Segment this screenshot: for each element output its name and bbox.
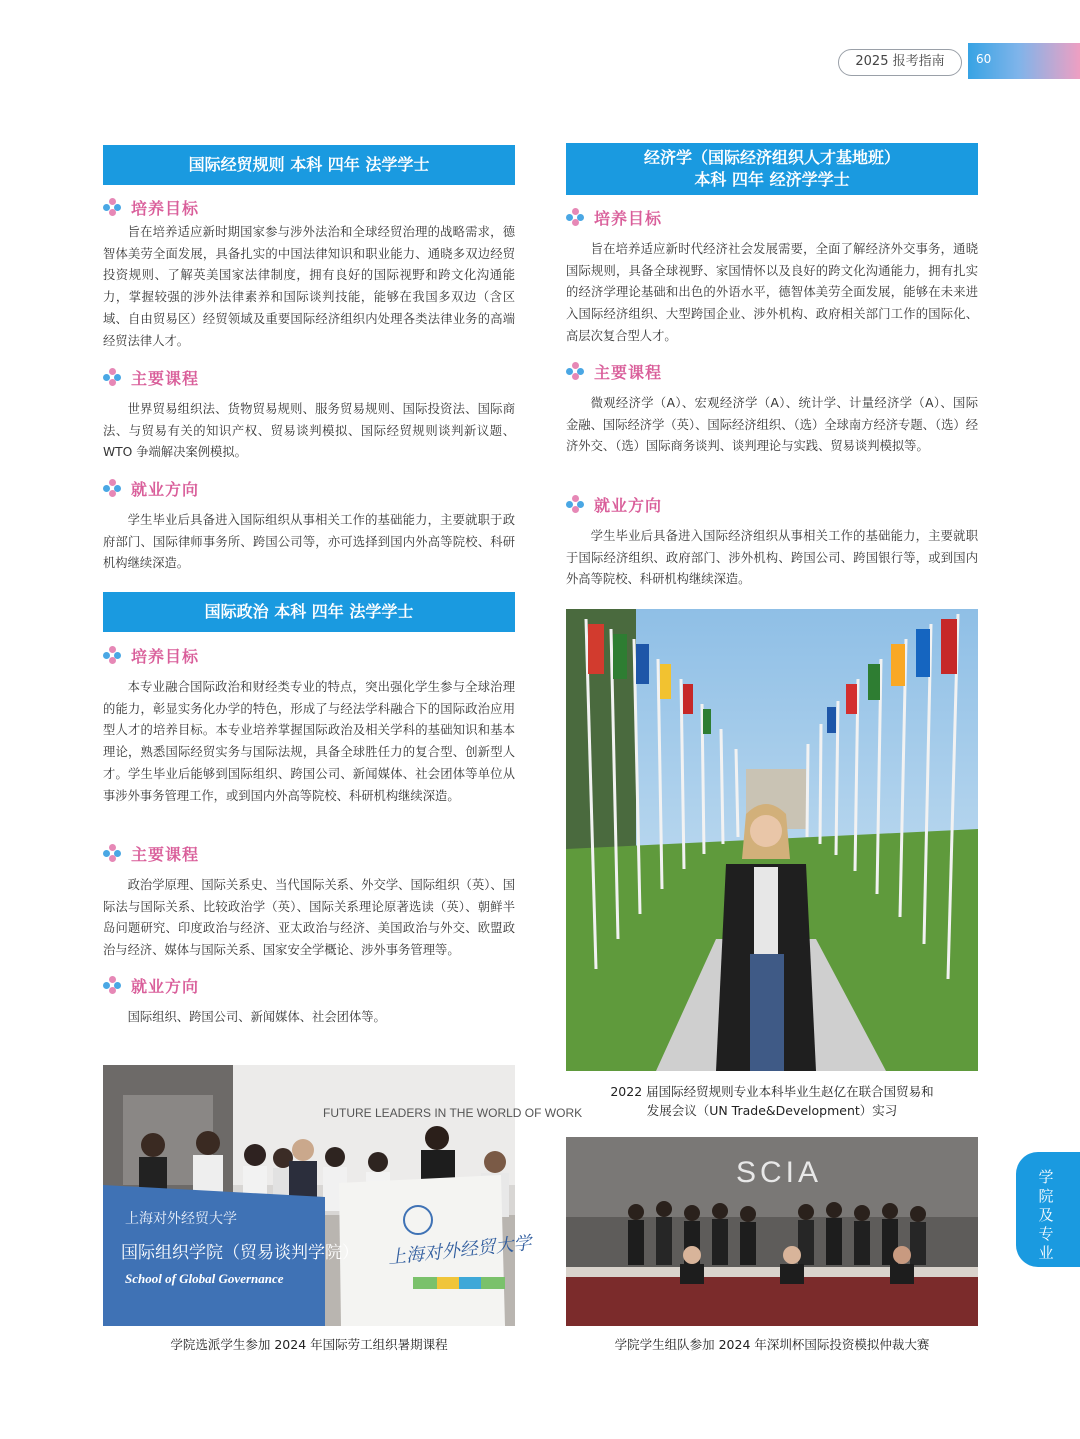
major-banner-intl-trade-rules: 国际经贸规则 本科 四年 法学学士 — [103, 145, 515, 185]
scia-group-illustration — [566, 1137, 978, 1326]
guide-title-pill — [838, 49, 962, 76]
courses-paragraph: 政治学原理、国际关系史、当代国际关系、外交学、国际组织（英）、国际法与国际关系、比较政治学（英）、国际关系理论原著选读（英）、朝鲜半岛问题研究、印度政治与经济、亚太政治与经济、美国政治与外交、欧盟政治与经济、媒体与国际关系、国家安全学概论、涉外事务管理等。 — [103, 878, 515, 958]
section-header-goal — [566, 205, 662, 229]
career-paragraph: 学生毕业后具备进入国际组织从事相关工作的基础能力，主要就职于政府部门、国际律师事务所、跨国公司等，亦可选择到国内外高等院校、科研机构继续深造。 — [103, 513, 515, 571]
career-paragraph: 国际组织、跨国公司、新闻媒体、社会团体等。 — [127, 1010, 386, 1024]
flower-bullet-icon — [566, 362, 584, 380]
section-title: 主要课程 — [594, 362, 663, 382]
guide-title: 2025 报考指南 — [855, 54, 945, 69]
section-header-courses — [103, 841, 199, 865]
blue-banner-cn-text: 国际组织学院（贸易谈判学院） — [121, 1243, 359, 1262]
flower-bullet-icon — [103, 646, 121, 664]
courses-paragraph: 世界贸易组织法、货物贸易规则、服务贸易规则、国际投资法、国际商法、与贸易有关的知识产权、贸易谈判模拟、国际经贸规则谈判新议题、WTO 争端解决案例模拟。 — [103, 402, 515, 460]
section-title: 就业方向 — [131, 479, 200, 499]
flower-bullet-icon — [103, 844, 121, 862]
goal-paragraph: 旨在培养适应新时代经济社会发展需要，全面了解经济外交事务，通晓国际规则，具备全球视野、家国情怀以及良好的跨文化沟通能力，拥有扎实的经济学理论基础和出色的外语水平，德智体美劳全面发展，能够在未来进入国际经济组织、大型跨国企业、涉外机构、政府相关部门工作的国际化、高层次复合型人才。 — [566, 242, 978, 343]
goal-paragraph: 旨在培养适应新时期国家参与涉外法治和全球经贸治理的战略需求，德智体美劳全面发展，具备扎实的中国法律知识和职业能力、通晓多双边经贸投资规则、了解英美国家法律制度，拥有良好的国际视野和跨文化沟通能力，掌握较强的涉外法律素养和国际谈判技能，能够在我国多双边（含区域、自由贸易区）经贸领域及重要国际经济组织内处理各类法律业务的高端经贸法律人才。 — [103, 225, 515, 348]
blue-banner-en-text: School of Global Governance — [125, 1271, 284, 1286]
banner-line-1: 经济学（国际经济组织人才基地班） — [643, 148, 900, 167]
ilo-group-photo — [103, 1065, 583, 1326]
header-gradient-bar — [968, 43, 1080, 79]
section-header-goal — [103, 195, 199, 219]
scia-photo-caption: 学院学生组队参加 2024 年深圳杯国际投资模拟仲裁大赛 — [614, 1337, 930, 1352]
side-section-tab — [1016, 1152, 1080, 1267]
blue-banner-top-text: 上海对外经贸大学 — [125, 1212, 237, 1227]
section-header-courses — [103, 365, 199, 389]
section-header-career — [103, 476, 199, 500]
un-caption-line-1: 2022 届国际经贸规则专业本科毕业生赵亿在联合国贸易和 — [610, 1084, 934, 1099]
section-header-career — [103, 973, 199, 997]
section-header-goal — [103, 643, 199, 667]
side-tab-label: 学院及专业 — [1038, 1168, 1054, 1262]
flower-bullet-icon — [103, 368, 121, 386]
un-caption-line-2: 发展会议（UN Trade&Development）实习 — [646, 1103, 898, 1118]
section-header-career — [566, 492, 662, 516]
flower-bullet-icon — [566, 495, 584, 513]
section-title: 主要课程 — [131, 844, 200, 864]
goal-paragraph: 本专业融合国际政治和财经类专业的特点，突出强化学生参与全球治理的能力，彰显实务化办学的特色，形成了与经法学科融合下的国际政治应用型人才的培养目标。本专业培养掌握国际政治及相关学科的基础知识和基本理论，熟悉国际经贸实务与国际法规，具备全球胜任力的复合型、创新型人才。学生毕业后能够到国际组织、跨国公司、新闻媒体、社会团体等单位从事涉外事务管理工作，或到国内外高等院校、科研机构继续深造。 — [103, 680, 515, 803]
scia-logo-text: SCIA — [736, 1156, 823, 1189]
page-number: 60 — [976, 52, 992, 66]
screen-text: FUTURE LEADERS IN THE WORLD OF WORK — [323, 1106, 583, 1120]
banner-line-2: 本科 四年 经济学学士 — [694, 170, 850, 189]
flower-bullet-icon — [566, 208, 584, 226]
un-flags-photo — [566, 609, 978, 1071]
section-title: 培养目标 — [594, 208, 663, 228]
un-flags-illustration — [566, 609, 978, 1071]
section-title: 培养目标 — [131, 646, 200, 666]
scia-group-photo — [566, 1137, 978, 1326]
ilo-group-photo-illustration — [103, 1065, 583, 1326]
major-banner-intl-politics: 国际政治 本科 四年 法学学士 — [103, 592, 515, 632]
section-title: 就业方向 — [131, 976, 200, 996]
ilo-photo-caption: 学院选派学生参加 2024 年国际劳工组织暑期课程 — [170, 1337, 448, 1352]
section-header-courses — [566, 359, 662, 383]
major-banner-economics — [566, 143, 978, 195]
section-title: 就业方向 — [594, 495, 663, 515]
flower-bullet-icon — [103, 976, 121, 994]
white-banner-text: 上海对外经贸大学 — [386, 1232, 533, 1268]
section-title: 培养目标 — [131, 198, 200, 218]
un-photo-caption — [566, 1082, 978, 1120]
flower-bullet-icon — [103, 479, 121, 497]
courses-paragraph: 微观经济学（A）、宏观经济学（A）、统计学、计量经济学（A）、国际金融、国际经济学（英）、国际经济组织、（选）全球南方经济专题、（选）经济外交、（选）国际商务谈判、谈判理论与实践、贸易谈判模拟等。 — [566, 396, 978, 454]
career-paragraph: 学生毕业后具备进入国际经济组织从事相关工作的基础能力，主要就职于国际经济组织、政府部门、涉外机构、跨国公司、跨国银行等，或到国内外高等院校、科研机构继续深造。 — [566, 529, 978, 587]
section-title: 主要课程 — [131, 368, 200, 388]
flower-bullet-icon — [103, 198, 121, 216]
